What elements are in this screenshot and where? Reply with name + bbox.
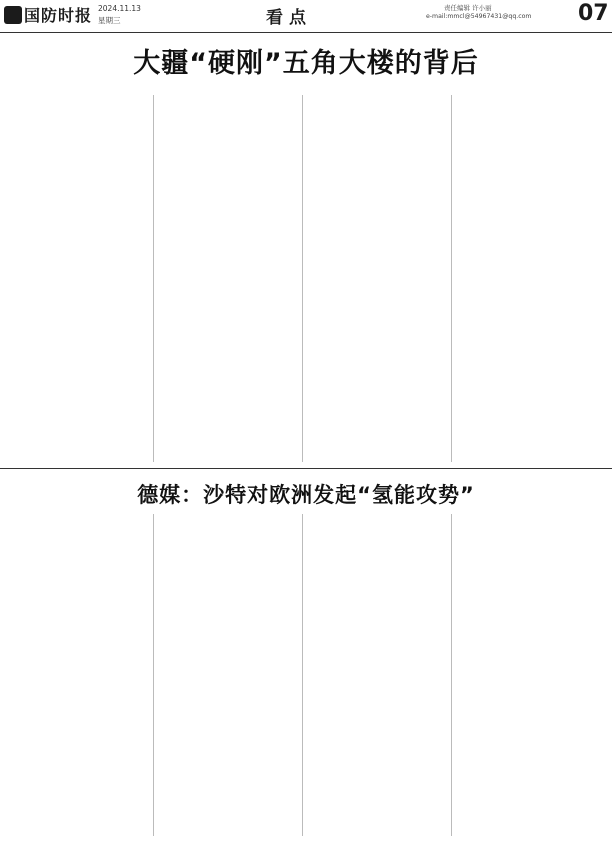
column-divider	[153, 95, 154, 462]
article-1-column-1	[10, 93, 149, 464]
issue-date: 2024.11.13	[98, 4, 141, 13]
article-2-headline: 德媒：沙特对欧洲发起“氢能攻势”	[137, 483, 475, 507]
column-divider	[451, 514, 452, 836]
article-2-column-2	[159, 512, 298, 838]
column-divider	[451, 95, 452, 462]
column-divider	[302, 514, 303, 836]
newspaper-emblem-icon	[4, 6, 22, 24]
article-1-column-3	[308, 93, 447, 464]
masthead	[0, 0, 612, 34]
article-1-headline: 大疆“硬刚”五角大楼的背后	[133, 48, 479, 79]
article-1-column-2	[159, 93, 298, 464]
newspaper-logo	[4, 3, 92, 26]
masthead-divider	[0, 32, 612, 33]
article-1-column-4	[456, 93, 602, 464]
article-2-column-4	[456, 512, 602, 838]
column-divider	[302, 95, 303, 462]
contact-email: e-mail:mmcl@54967431@qq.com	[426, 13, 532, 20]
newspaper-name: 国防时报	[24, 6, 93, 25]
issue-weekday: 星期三	[98, 16, 121, 25]
article-divider	[0, 468, 612, 469]
article-2-column-3	[308, 512, 447, 838]
responsible-editor: 责任编辑 许小丽	[444, 4, 492, 12]
column-divider	[153, 514, 154, 836]
page-number: 07	[578, 1, 609, 26]
section-title: 看点	[266, 8, 312, 28]
article-2-column-1	[10, 512, 149, 838]
